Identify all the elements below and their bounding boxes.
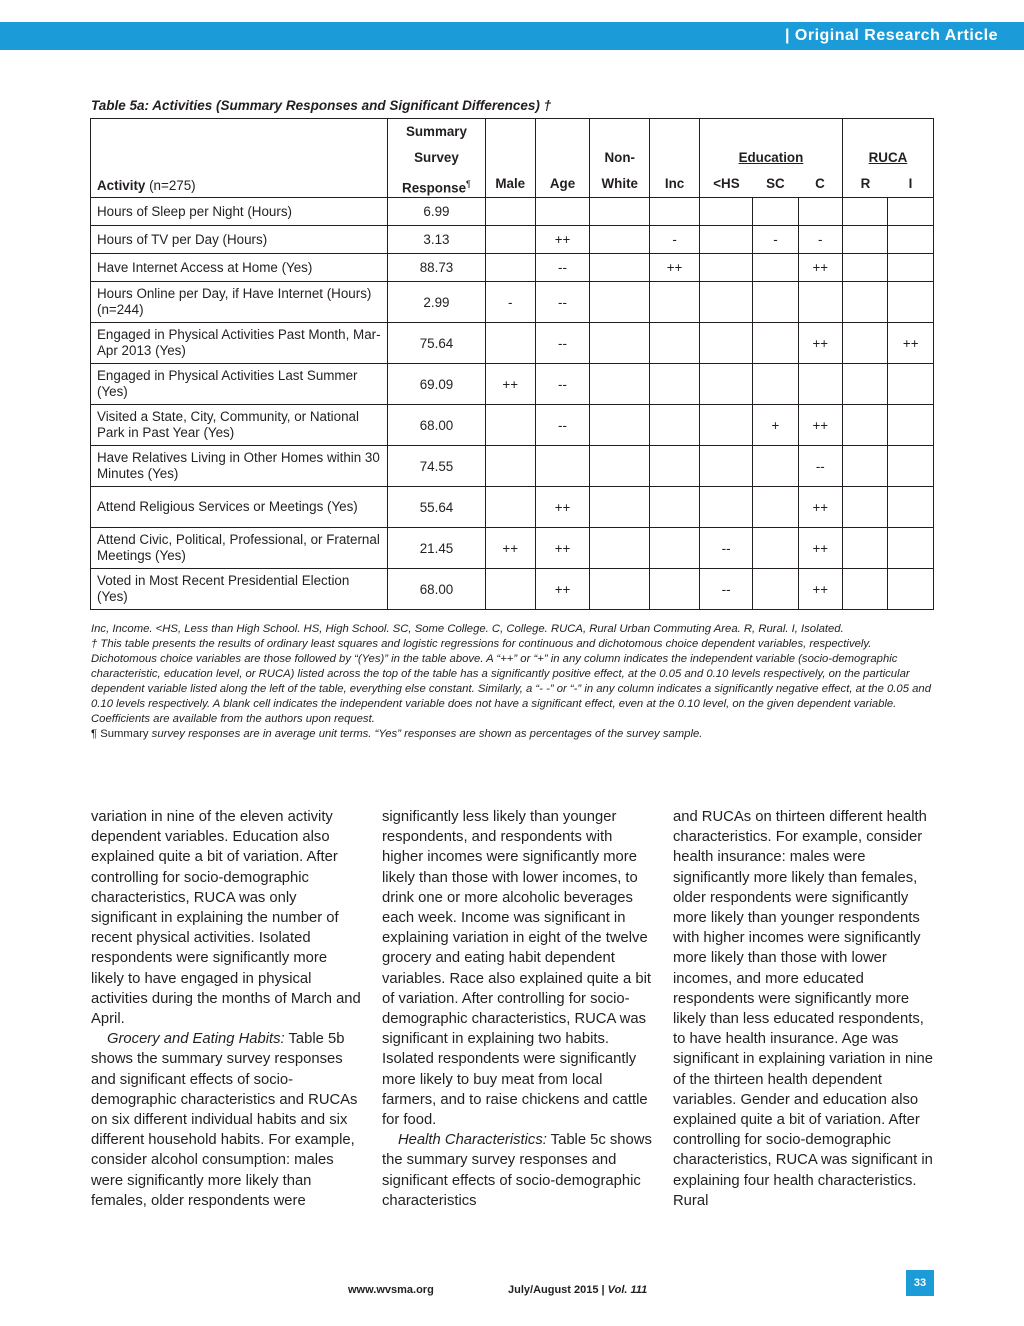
row-effect-cell: [590, 405, 650, 446]
row-effect-cell: ++: [485, 364, 535, 405]
header-inc: Inc: [650, 119, 700, 198]
table-row: [91, 323, 934, 364]
row-summary-value: 21.45: [388, 528, 486, 569]
row-summary-value: 55.64: [388, 487, 486, 528]
row-effect-cell: --: [535, 282, 590, 323]
row-effect-cell: [798, 282, 842, 323]
row-summary-value: 69.09: [388, 364, 486, 405]
row-effect-cell: [485, 226, 535, 254]
row-effect-cell: ++: [798, 528, 842, 569]
row-effect-cell: [842, 405, 888, 446]
row-summary-value: 88.73: [388, 254, 486, 282]
row-effect-cell: [699, 226, 752, 254]
row-effect-cell: [842, 282, 888, 323]
row-activity: Engaged in Physical Activities Past Month, Mar-Apr 2013 (Yes): [91, 323, 388, 364]
row-effect-cell: [888, 364, 934, 405]
row-effect-cell: ++: [798, 569, 842, 610]
header-banner: [0, 22, 1024, 50]
row-effect-cell: [753, 323, 798, 364]
note-abbreviations: Inc, Income. <HS, Less than High School. HS, High School. SC, Some College. C, College. RUCA, Rural Urban Commuting Area. R, Rural. I, Isolated.: [91, 623, 844, 635]
table-row: [91, 364, 934, 405]
column-3: and RUCAs on thirteen different health characteristics. For example, consider health insurance: males were significantly more likely than females, older respondents were significantly more likely than younger respondents with higher incomes were significantly more likely than those with lower incomes, and more educated respondents were significantly more likely than less educated respondents, to have health insurance. Age was significant in explaining variation in nine of the thirteen health dependent variables. Gender and education also explained quite a bit of variation. After controlling for socio-demographic characteristics, RUCA was significant in explaining four health characteristics. Rural: [673, 809, 933, 1209]
row-effect-cell: [888, 282, 934, 323]
row-effect-cell: --: [535, 254, 590, 282]
row-effect-cell: [590, 569, 650, 610]
header-male: Male: [485, 119, 535, 198]
row-effect-cell: [535, 198, 590, 226]
row-effect-cell: [842, 364, 888, 405]
row-effect-cell: [842, 446, 888, 487]
note-dagger: † This table presents the results of ordinary least squares and logistic regressions for continuous and dichotomous choice dependent variables, respectively. Dichotomous choice variables are those followed by “(Yes)” in the table above. A “++” or “+” in any column indicates the independent variable (socio-demographic characteristic, education level, or RUCA) listed across the top of the table has a significantly positive effect, at the 0.05 and 0.10 levels respectively, on the particular dependent variable listed along the left of the table, everything else constant. Similarly, a “- -” or “-” in any column indicates a significantly negative effect, at the 0.05 and 0.10 levels respectively. A blank cell indicates the independent variable does not have a significant effect, even at the 0.10 level, on the given dependent variable. Coefficients are available from the authors upon request.: [91, 638, 931, 725]
row-effect-cell: [753, 364, 798, 405]
table-row: [91, 405, 934, 446]
row-effect-cell: [650, 446, 700, 487]
row-summary-value: 68.00: [388, 405, 486, 446]
row-effect-cell: [650, 364, 700, 405]
row-effect-cell: --: [535, 405, 590, 446]
table-row: [91, 226, 934, 254]
table-row: [91, 198, 934, 226]
row-summary-value: 6.99: [388, 198, 486, 226]
row-effect-cell: --: [798, 446, 842, 487]
row-effect-cell: ++: [888, 323, 934, 364]
table-row: [91, 487, 934, 528]
row-effect-cell: [535, 446, 590, 487]
row-effect-cell: [888, 487, 934, 528]
row-effect-cell: ++: [650, 254, 700, 282]
row-effect-cell: [888, 528, 934, 569]
row-effect-cell: [842, 226, 888, 254]
row-effect-cell: --: [699, 528, 752, 569]
row-activity: Visited a State, City, Community, or National Park in Past Year (Yes): [91, 405, 388, 446]
table-row: [91, 446, 934, 487]
row-effect-cell: [650, 405, 700, 446]
row-effect-cell: [485, 405, 535, 446]
row-effect-cell: [842, 254, 888, 282]
row-activity: Hours of TV per Day (Hours): [91, 226, 388, 254]
row-summary-value: 74.55: [388, 446, 486, 487]
activities-table: [90, 118, 934, 610]
row-effect-cell: --: [699, 569, 752, 610]
row-summary-value: 68.00: [388, 569, 486, 610]
row-activity: Attend Civic, Political, Professional, or Fraternal Meetings (Yes): [91, 528, 388, 569]
row-effect-cell: [650, 528, 700, 569]
column-2: significantly less likely than younger respondents, and respondents with higher incomes were significantly more likely than those with lower incomes, to drink one or more alcoholic beverages each week. Income was significant in explaining variation in eight of the twelve grocery and eating habit dependent variables. Race also explained quite a bit of variation. After controlling for socio-demographic characteristics, RUCA was significant in explaining two habits. Isolated respondents were significantly more likely to buy meat from local farmers, and to raise chickens and cattle for food. Health Characteristics: Table 5c shows the summary survey responses and significant effects of socio-demographic characteristics: [382, 809, 652, 1209]
row-effect-cell: [590, 528, 650, 569]
row-effect-cell: [650, 282, 700, 323]
row-effect-cell: [650, 487, 700, 528]
row-effect-cell: [753, 446, 798, 487]
header-education: Education <HS SC C: [699, 119, 842, 198]
footer-issue: July/August 2015 | Vol. 111: [508, 1284, 648, 1296]
row-effect-cell: [699, 487, 752, 528]
row-effect-cell: [842, 528, 888, 569]
note-pilcrow: ¶ Summary survey responses are in average unit terms. “Yes” responses are shown as percentages of the survey sample.: [91, 728, 703, 740]
row-effect-cell: -: [798, 226, 842, 254]
row-summary-value: 3.13: [388, 226, 486, 254]
row-effect-cell: [590, 364, 650, 405]
row-effect-cell: [590, 226, 650, 254]
row-effect-cell: --: [535, 364, 590, 405]
row-effect-cell: [485, 198, 535, 226]
row-effect-cell: [842, 487, 888, 528]
row-effect-cell: ++: [535, 528, 590, 569]
row-effect-cell: -: [485, 282, 535, 323]
row-effect-cell: [485, 254, 535, 282]
row-effect-cell: -: [753, 226, 798, 254]
table-caption: Table 5a: Activities (Summary Responses and Significant Differences) †: [91, 98, 552, 113]
row-effect-cell: --: [535, 323, 590, 364]
row-effect-cell: -: [650, 226, 700, 254]
row-effect-cell: [753, 487, 798, 528]
row-effect-cell: [590, 282, 650, 323]
row-effect-cell: [590, 487, 650, 528]
row-effect-cell: [888, 446, 934, 487]
row-effect-cell: [650, 569, 700, 610]
row-effect-cell: [753, 254, 798, 282]
row-effect-cell: [798, 198, 842, 226]
row-effect-cell: [590, 323, 650, 364]
row-effect-cell: [699, 282, 752, 323]
row-effect-cell: [485, 487, 535, 528]
table-body: [91, 198, 934, 610]
row-effect-cell: [699, 254, 752, 282]
row-effect-cell: [842, 323, 888, 364]
row-effect-cell: [753, 528, 798, 569]
row-effect-cell: +: [753, 405, 798, 446]
table-row: [91, 254, 934, 282]
table-row: [91, 569, 934, 610]
row-effect-cell: [699, 198, 752, 226]
row-effect-cell: [485, 323, 535, 364]
page-number: 33: [906, 1270, 934, 1296]
row-effect-cell: [798, 364, 842, 405]
row-effect-cell: [888, 569, 934, 610]
header-summary: Summary Survey Response¶: [388, 119, 486, 198]
row-summary-value: 75.64: [388, 323, 486, 364]
column-1: variation in nine of the eleven activity dependent variables. Education also explained quite a bit of variation. After controlling for socio-demographic characteristics, RUCA was only significant in explaining the number of recent physical activities. Isolated respondents were significantly more likely to have engaged in physical activities during the months of March and April. Grocery and Eating Habits: Table 5b shows the summary survey responses and significant effects of socio-demographic characteristics and RUCAs on six different individual habits and six different household habits. For example, consider alcohol consumption: males were significantly more likely than females, older respondents were: [91, 809, 361, 1209]
row-effect-cell: ++: [535, 487, 590, 528]
row-effect-cell: [590, 198, 650, 226]
row-effect-cell: ++: [798, 487, 842, 528]
table-notes: [91, 622, 935, 742]
row-effect-cell: [699, 364, 752, 405]
row-effect-cell: [699, 323, 752, 364]
table-header-row: [91, 119, 934, 198]
row-effect-cell: [888, 226, 934, 254]
header-age: Age: [535, 119, 590, 198]
table-row: [91, 282, 934, 323]
row-effect-cell: [590, 446, 650, 487]
row-activity: Attend Religious Services or Meetings (Yes): [91, 487, 388, 528]
row-activity: Hours of Sleep per Night (Hours): [91, 198, 388, 226]
row-effect-cell: ++: [535, 226, 590, 254]
row-activity: Hours Online per Day, if Have Internet (Hours) (n=244): [91, 282, 388, 323]
row-summary-value: 2.99: [388, 282, 486, 323]
header-ruca: RUCA R I: [842, 119, 933, 198]
row-effect-cell: [699, 446, 752, 487]
row-activity: Voted in Most Recent Presidential Election (Yes): [91, 569, 388, 610]
row-activity: Have Relatives Living in Other Homes within 30 Minutes (Yes): [91, 446, 388, 487]
row-effect-cell: ++: [535, 569, 590, 610]
row-effect-cell: ++: [798, 405, 842, 446]
header-activity: Activity (n=275): [91, 119, 388, 198]
row-effect-cell: [842, 198, 888, 226]
row-effect-cell: [650, 198, 700, 226]
footer-site: www.wvsma.org: [348, 1284, 434, 1296]
row-effect-cell: [888, 405, 934, 446]
row-activity: Engaged in Physical Activities Last Summer (Yes): [91, 364, 388, 405]
row-effect-cell: [842, 569, 888, 610]
row-effect-cell: [699, 405, 752, 446]
row-activity: Have Internet Access at Home (Yes): [91, 254, 388, 282]
row-effect-cell: ++: [485, 528, 535, 569]
row-effect-cell: [650, 323, 700, 364]
row-effect-cell: ++: [798, 323, 842, 364]
row-effect-cell: [888, 198, 934, 226]
header-nonwhite: Non- White: [590, 119, 650, 198]
row-effect-cell: [485, 569, 535, 610]
table-row: [91, 528, 934, 569]
row-effect-cell: [590, 254, 650, 282]
row-effect-cell: ++: [798, 254, 842, 282]
row-effect-cell: [888, 254, 934, 282]
article-type-label: | Original Research Article: [784, 27, 998, 44]
row-effect-cell: [753, 198, 798, 226]
row-effect-cell: [485, 446, 535, 487]
row-effect-cell: [753, 282, 798, 323]
row-effect-cell: [753, 569, 798, 610]
